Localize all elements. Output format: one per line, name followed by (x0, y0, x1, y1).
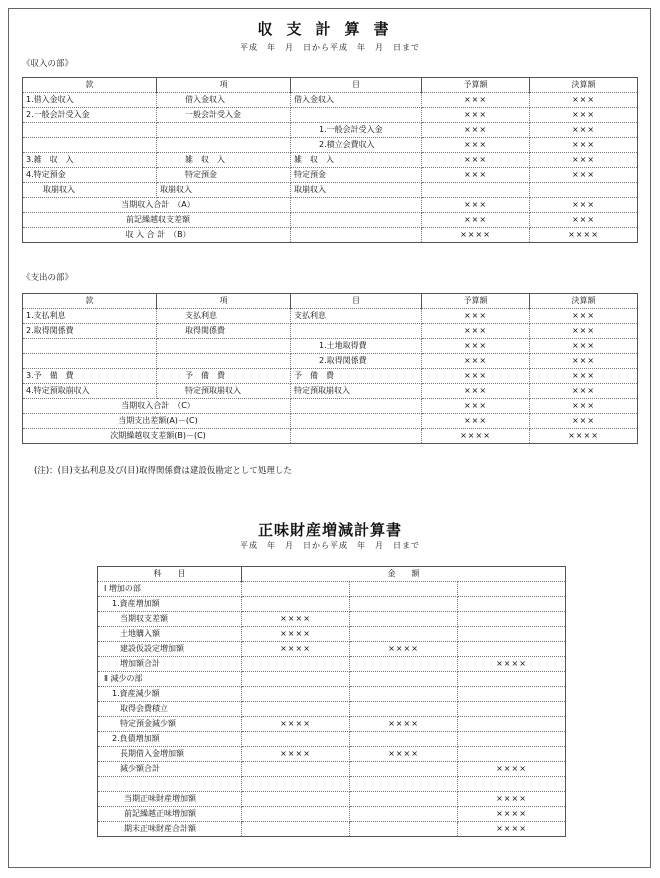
amount-cell-3 (458, 612, 566, 627)
amount-cell-3 (458, 642, 566, 657)
kan-cell: 1.借入金収入 (23, 93, 157, 108)
amount-cell-1 (242, 807, 350, 822)
moku-cell: 2.取得関係費 (291, 354, 422, 369)
table-row (98, 687, 566, 702)
amount-header: 金 額 (242, 567, 566, 582)
kan-cell: 2.取得関係費 (23, 324, 157, 339)
table-row (23, 369, 638, 384)
total-label: 当期収入合計 （C） (23, 399, 291, 414)
amount-cell-2: ×××× (350, 717, 458, 732)
kou-cell: 特定預金 (157, 168, 291, 183)
amount-cell-2 (350, 597, 458, 612)
table-row (23, 123, 638, 138)
budget-cell: ××× (422, 369, 530, 384)
total-label: 収 入 合 計 （B） (23, 228, 291, 243)
amount-cell-2 (350, 762, 458, 777)
subject-cell: 建設仮設定増加額 (98, 642, 242, 657)
table-row (23, 354, 638, 369)
amount-cell-3 (458, 582, 566, 597)
total-label: 当期支出差額(A)－(C) (23, 414, 291, 429)
budget-cell: ××× (422, 123, 530, 138)
kou-cell: 雑 収 入 (157, 153, 291, 168)
moku-cell: 予 備 費 (291, 369, 422, 384)
amount-cell-2 (350, 792, 458, 807)
subject-cell: 特定預金減少額 (98, 717, 242, 732)
moku-cell: 1.土地取得費 (291, 339, 422, 354)
amount-cell-3: ×××× (458, 792, 566, 807)
column-header: 予算額 (422, 294, 530, 309)
table-row (23, 339, 638, 354)
budget-cell: ××× (422, 354, 530, 369)
actual-cell: ××× (530, 309, 638, 324)
subject-cell: 前記繰越正味増加額 (98, 807, 242, 822)
kan-cell (23, 354, 157, 369)
actual-cell (530, 183, 638, 198)
table-row (98, 627, 566, 642)
amount-cell-3 (458, 717, 566, 732)
kan-cell (23, 123, 157, 138)
amount-cell-1 (242, 732, 350, 747)
actual-cell: ××× (530, 414, 638, 429)
column-header: 項 (157, 78, 291, 93)
table-row (98, 642, 566, 657)
amount-cell-1: ×××× (242, 627, 350, 642)
expense-header-row (23, 294, 638, 309)
table-row (98, 732, 566, 747)
moku-cell: 特定預取崩収入 (291, 384, 422, 399)
moku-cell: 1.一般会計受入金 (291, 123, 422, 138)
income-expenditure-title: 収支計算書 (257, 20, 403, 38)
actual-cell: ××× (530, 108, 638, 123)
amount-cell-3 (458, 687, 566, 702)
amount-cell-2 (350, 822, 458, 837)
total-label: 当期収入合計 （A） (23, 198, 291, 213)
footnote: (注)：(目)支払利息及び(目)取得関係費は建設仮勘定として処理した (34, 466, 292, 476)
table-row (23, 138, 638, 153)
total-label: 前記繰越収支差額 (23, 213, 291, 228)
amount-cell-2: ×××× (350, 642, 458, 657)
budget-cell (422, 183, 530, 198)
amount-cell-3: ×××× (458, 822, 566, 837)
amount-cell-1 (242, 687, 350, 702)
amount-cell-1 (242, 777, 350, 792)
period-line-2: 平成 年 月 日から平成 年 月 日まで (240, 541, 420, 550)
empty-cell (291, 399, 422, 414)
table-row (23, 153, 638, 168)
kou-cell (157, 138, 291, 153)
kan-cell: 3.雑 収 入 (23, 153, 157, 168)
subject-cell: 長期借入金増加額 (98, 747, 242, 762)
table-row (23, 108, 638, 123)
moku-cell: 2.積立会費収入 (291, 138, 422, 153)
moku-cell: 特定預金 (291, 168, 422, 183)
actual-cell: ××× (530, 153, 638, 168)
budget-cell: ××× (422, 153, 530, 168)
kan-cell: 3.予 備 費 (23, 369, 157, 384)
kan-cell: 4.特定預金 (23, 168, 157, 183)
actual-cell: ×××× (530, 429, 638, 444)
empty-cell (291, 198, 422, 213)
total-row (23, 429, 638, 444)
budget-cell: ××× (422, 108, 530, 123)
amount-cell-2 (350, 582, 458, 597)
kan-cell: 2.一般会計受入金 (23, 108, 157, 123)
actual-cell: ××× (530, 369, 638, 384)
kan-cell (23, 339, 157, 354)
column-header: 目 (291, 78, 422, 93)
amount-cell-1 (242, 582, 350, 597)
table-row (23, 183, 638, 198)
table-row (98, 807, 566, 822)
table-row (98, 822, 566, 837)
subject-cell: 取得会費積立 (98, 702, 242, 717)
moku-cell: 支払利息 (291, 309, 422, 324)
table-row (23, 168, 638, 183)
subject-cell: 減少額合計 (98, 762, 242, 777)
subject-cell: 2.負債増加額 (98, 732, 242, 747)
empty-cell (291, 228, 422, 243)
moku-cell: 取崩収入 (291, 183, 422, 198)
actual-cell: ××× (530, 339, 638, 354)
budget-cell: ××× (422, 138, 530, 153)
kou-cell: 借入金収入 (157, 93, 291, 108)
amount-cell-1: ×××× (242, 642, 350, 657)
table-row (98, 702, 566, 717)
expense-table (22, 293, 638, 444)
total-label: 次期繰越収支差額(B)－(C) (23, 429, 291, 444)
total-row (23, 198, 638, 213)
table-row (98, 612, 566, 627)
kan-cell: 1.支払利息 (23, 309, 157, 324)
actual-cell: ××× (530, 138, 638, 153)
table-row (23, 384, 638, 399)
actual-cell: ××× (530, 354, 638, 369)
amount-cell-3: ×××× (458, 807, 566, 822)
actual-cell: ××× (530, 168, 638, 183)
amount-cell-1: ×××× (242, 717, 350, 732)
subject-cell: 当期収支差額 (98, 612, 242, 627)
table-row (98, 717, 566, 732)
kou-cell: 一般会計受入金 (157, 108, 291, 123)
table-row (98, 747, 566, 762)
amount-cell-1 (242, 657, 350, 672)
empty-cell (291, 414, 422, 429)
actual-cell: ××× (530, 399, 638, 414)
subject-cell: 1.資産増加額 (98, 597, 242, 612)
table-row (98, 672, 566, 687)
budget-cell: ×××× (422, 228, 530, 243)
kan-cell: 4.特定預取崩収入 (23, 384, 157, 399)
subject-cell (98, 777, 242, 792)
table-row (98, 597, 566, 612)
amount-cell-3 (458, 627, 566, 642)
subject-cell: 1.資産減少額 (98, 687, 242, 702)
moku-cell: 雑 収 入 (291, 153, 422, 168)
total-row (23, 399, 638, 414)
subject-cell: 当期正味財産増加額 (98, 792, 242, 807)
subject-cell: Ⅰ 増加の部 (98, 582, 242, 597)
amount-cell-1 (242, 822, 350, 837)
column-header: 款 (23, 294, 157, 309)
moku-cell (291, 324, 422, 339)
amount-cell-1: ×××× (242, 612, 350, 627)
total-row (23, 414, 638, 429)
budget-cell: ××× (422, 339, 530, 354)
budget-cell: ×××× (422, 429, 530, 444)
amount-cell-2 (350, 627, 458, 642)
amount-cell-2 (350, 687, 458, 702)
table-row (98, 762, 566, 777)
amount-cell-1 (242, 597, 350, 612)
amount-cell-2 (350, 702, 458, 717)
amount-cell-2 (350, 657, 458, 672)
kou-cell: 予 備 費 (157, 369, 291, 384)
actual-cell: ××× (530, 324, 638, 339)
amount-cell-1 (242, 702, 350, 717)
subject-cell: 土地購入額 (98, 627, 242, 642)
amount-cell-3: ×××× (458, 657, 566, 672)
column-header: 決算額 (530, 78, 638, 93)
budget-cell: ××× (422, 309, 530, 324)
actual-cell: ×××× (530, 228, 638, 243)
total-row (23, 228, 638, 243)
table-row (23, 309, 638, 324)
budget-cell: ××× (422, 399, 530, 414)
table-row (98, 792, 566, 807)
total-row (23, 213, 638, 228)
kou-cell (157, 354, 291, 369)
subject-header: 科 目 (98, 567, 242, 582)
income-section-label: 《収入の部》 (22, 59, 74, 69)
table-row (98, 582, 566, 597)
budget-cell: ××× (422, 324, 530, 339)
table-row (98, 777, 566, 792)
amount-cell-1 (242, 792, 350, 807)
net-header-row (98, 567, 566, 582)
net-assets-table (97, 566, 566, 837)
kou-cell: 取崩収入 (157, 183, 291, 198)
table-row (23, 324, 638, 339)
amount-cell-3 (458, 747, 566, 762)
net-assets-title: 正味財産増減計算書 (257, 521, 402, 539)
actual-cell: ××× (530, 93, 638, 108)
kan-cell: 取崩収入 (23, 183, 157, 198)
amount-cell-2 (350, 672, 458, 687)
column-header: 予算額 (422, 78, 530, 93)
actual-cell: ××× (530, 123, 638, 138)
amount-cell-2 (350, 612, 458, 627)
subject-cell: 期末正味財産合計額 (98, 822, 242, 837)
subject-cell: 増加額合計 (98, 657, 242, 672)
amount-cell-2 (350, 732, 458, 747)
table-row (23, 93, 638, 108)
amount-cell-3 (458, 732, 566, 747)
income-table (22, 77, 638, 243)
amount-cell-3 (458, 597, 566, 612)
amount-cell-3 (458, 672, 566, 687)
amount-cell-2 (350, 807, 458, 822)
actual-cell: ××× (530, 384, 638, 399)
column-header: 目 (291, 294, 422, 309)
actual-cell: ××× (530, 213, 638, 228)
table-row (98, 657, 566, 672)
amount-cell-1: ×××× (242, 747, 350, 762)
column-header: 決算額 (530, 294, 638, 309)
column-header: 款 (23, 78, 157, 93)
amount-cell-1 (242, 762, 350, 777)
budget-cell: ××× (422, 168, 530, 183)
period-line: 平成 年 月 日から平成 年 月 日まで (240, 43, 420, 52)
kou-cell: 取得関係費 (157, 324, 291, 339)
moku-cell (291, 108, 422, 123)
budget-cell: ××× (422, 198, 530, 213)
amount-cell-3 (458, 777, 566, 792)
amount-cell-1 (242, 672, 350, 687)
column-header: 項 (157, 294, 291, 309)
empty-cell (291, 429, 422, 444)
budget-cell: ××× (422, 213, 530, 228)
kou-cell (157, 123, 291, 138)
amount-cell-2 (350, 777, 458, 792)
amount-cell-3: ×××× (458, 762, 566, 777)
income-header-row (23, 78, 638, 93)
budget-cell: ××× (422, 414, 530, 429)
kou-cell: 特定預取崩収入 (157, 384, 291, 399)
kan-cell (23, 138, 157, 153)
budget-cell: ××× (422, 384, 530, 399)
expense-section-label: 《支出の部》 (22, 273, 74, 283)
amount-cell-2: ×××× (350, 747, 458, 762)
amount-cell-3 (458, 702, 566, 717)
empty-cell (291, 213, 422, 228)
moku-cell: 借入金収入 (291, 93, 422, 108)
budget-cell: ××× (422, 93, 530, 108)
kou-cell: 支払利息 (157, 309, 291, 324)
kou-cell (157, 339, 291, 354)
actual-cell: ××× (530, 198, 638, 213)
subject-cell: Ⅱ 減少の部 (98, 672, 242, 687)
